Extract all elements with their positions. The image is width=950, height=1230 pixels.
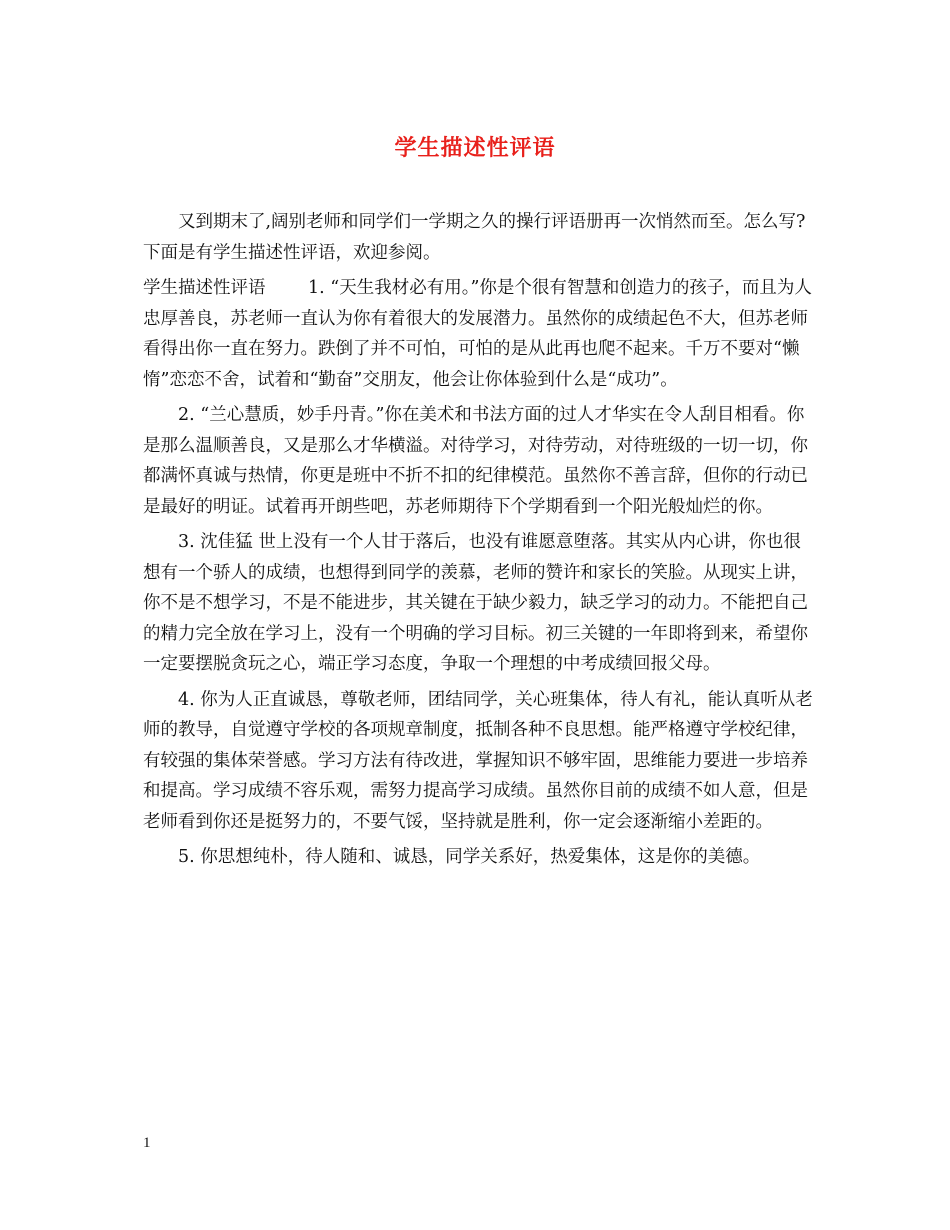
comment-4: 4. 你为人正直诚恳，尊敬老师，团结同学，关心班集体，待人有礼，能认真听从老师的教导，自觉遵守学校的各项规章制度，抵制各种不良思想。能严格遵守学校纪律，有较强的集体荣誉感。学习方法有待改进，掌握知识不够牢固，思维能力要进一步培养和提高。学习成绩不容乐观，需努力提高学习成绩。虽然你目前的成绩不如人意，但是老师看到你还是挺努力的，不要气馁，坚持就是胜利，你一定会逐渐缩小差距的。 [143, 689, 813, 832]
page-title: 学生描述性评语 [394, 135, 556, 161]
comment-3: 3. 沈佳猛 世上没有一个人甘于落后，也没有谁愿意堕落。其实从内心讲，你也很想有一个骄人的成绩，也想得到同学的羡慕，老师的赞许和家长的笑脸。从现实上讲，你不是不想学习，不是不能进步，其关键在于缺少毅力，缺乏学习的动力。不能把自己的精力完全放在学习上，没有一个明确的学习目标。初三关键的一年即将到来，希望你一定要摆脱贪玩之心，端正学习态度，争取一个理想的中考成绩回报父母。 [143, 532, 808, 674]
document-body [143, 207, 813, 873]
comment-1: 1. “天生我材必有用。”你是个很有智慧和创造力的孩子，而且为人忠厚善良，苏老师一直认为你有着很大的发展潜力。虽然你的成绩起色不大，但苏老师看得出你一直在努力。跌倒了并不可怕，可怕的是从此再也爬不起来。千万不要对“懒惰”恋恋不舍，试着和“勤奋”交朋友，他会让你体验到什么是“成功”。 [143, 278, 812, 390]
comment-2: 2. “兰心慧质，妙手丹青。”你在美术和书法方面的过人才华实在令人刮目相看。你是那么温顺善良，又是那么才华横溢。对待学习，对待劳动，对待班级的一切一切，你都满怀真诚与热情，你更是班中不折不扣的纪律模范。虽然你不善言辞，但你的行动已是最好的明证。试着再开朗些吧，苏老师期待下个学期看到一个阳光般灿烂的你。 [143, 405, 808, 517]
page-number: 1 [143, 1135, 151, 1151]
section-label: 学生描述性评语 [143, 278, 266, 298]
comment-5: 5. 你思想纯朴，待人随和、诚恳，同学关系好，热爱集体，这是你的美德。 [178, 847, 761, 867]
intro-paragraph: 又到期末了,阔别老师和同学们一学期之久的操行评语册再一次悄然而至。怎么写?下面是有学生描述性评语，欢迎参阅。 [143, 212, 806, 263]
first-comment-paragraph [143, 273, 813, 395]
